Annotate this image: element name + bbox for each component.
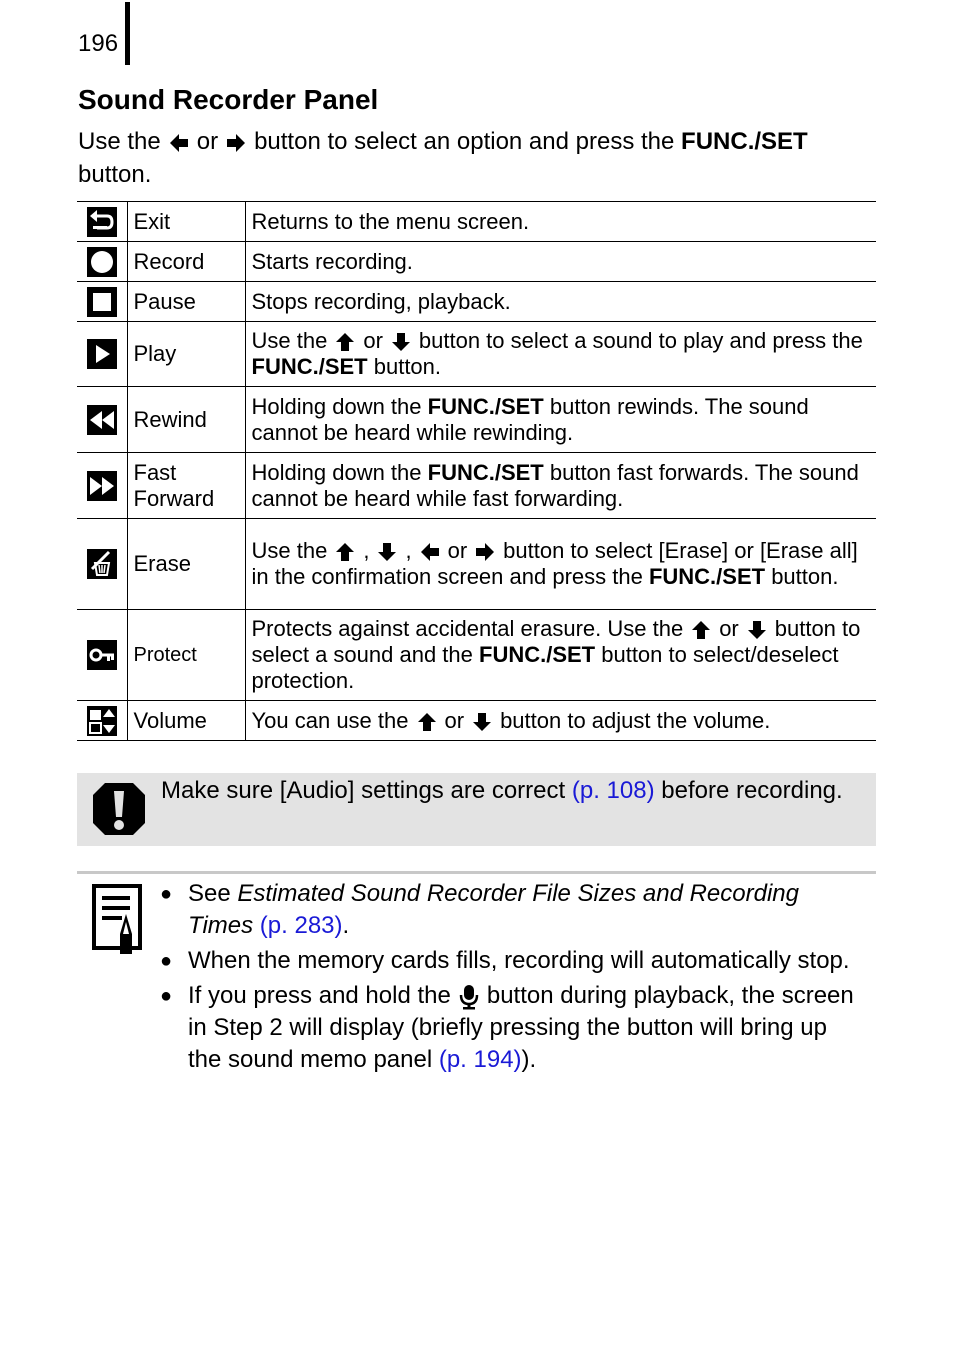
option-icon-cell [77,242,127,282]
link-p194[interactable]: (p. 194) [438,1046,522,1073]
option-icon-cell [77,282,127,322]
option-row [77,610,876,701]
option-name: Volume [127,701,245,741]
intro-text [78,125,878,191]
notes-list [160,878,860,1079]
play-icon [87,339,117,369]
protect-icon [87,640,117,670]
description-text: or [447,538,468,563]
option-description [245,701,876,741]
option-row [77,282,876,322]
fast-forward-icon [87,471,117,501]
description-text: Use the [251,538,328,563]
description-text: Use the [251,328,328,353]
right-arrow-icon [226,133,246,153]
microphone-icon [459,984,479,1010]
record-icon [87,247,117,277]
option-name: Fast Forward [127,453,245,519]
caution-text [161,775,861,807]
option-row [77,322,876,387]
option-icon-cell [77,387,127,453]
note-item [160,878,860,942]
note-3-prefix: If you press and hold the [188,982,451,1009]
option-description [245,282,876,322]
description-text: button to select [Erase] or [Erase all] in the confirmation screen and press the [251,538,858,589]
option-row [77,453,876,519]
option-icon-cell [77,453,127,519]
description-text: or [719,616,739,641]
note-1-title: Estimated Sound Recorder File Sizes and Recording Times [188,880,799,939]
option-row [77,242,876,282]
up-arrow-icon [335,332,355,352]
right-arrow-icon [475,542,495,562]
description-text: , [405,538,412,563]
note-1-end: . [342,912,350,939]
func-set-label: FUNC./SET [427,459,544,485]
note-2-text: When the memory cards fills, recording will automatically stop. [188,947,850,974]
rewind-icon [87,405,117,435]
down-arrow-icon [472,712,492,732]
link-p108[interactable]: (p. 108) [571,777,655,804]
caution-text-2: before recording. [654,777,843,804]
func-set-label: FUNC./SET [681,128,808,155]
memo-divider [77,871,876,874]
note-3-body: button during playback, the screen in Step 2 will display (briefly pressing the button will bring up the sound memo panel [188,982,854,1073]
volume-icon [87,706,117,736]
page-title: Sound Recorder Panel [78,84,379,115]
option-icon-cell [77,610,127,701]
option-row [77,387,876,453]
option-row [77,202,876,242]
down-arrow-icon [377,542,397,562]
option-icon-cell [77,202,127,242]
description-text: button to select a sound and the [251,616,861,667]
option-row [77,519,876,610]
func-set-label: FUNC./SET [427,393,544,419]
option-icon-cell [77,322,127,387]
page-number-bar [125,2,130,65]
erase-icon [87,549,117,579]
down-arrow-icon [747,620,767,640]
description-text: Stops recording, playback. [251,288,511,314]
description-text: button. [367,354,442,379]
option-description [245,610,876,701]
description-text: or [363,328,383,353]
description-text: button fast forwards. The sound cannot be heard while fast forwarding. [251,459,859,511]
func-set-label: FUNC./SET [648,564,766,589]
option-description [245,387,876,453]
description-text: Starts recording. [251,248,413,274]
func-set-label: FUNC./SET [251,354,368,379]
up-arrow-icon [335,542,355,562]
left-arrow-icon [169,133,189,153]
exit-icon [87,207,117,237]
down-arrow-icon [391,332,411,352]
option-description [245,322,876,387]
description-text: Protects against accidental erasure. Use the [251,616,684,641]
description-text: Holding down the [251,393,428,419]
description-text: Returns to the menu screen. [251,208,530,234]
left-arrow-icon [420,542,440,562]
option-row [77,701,876,741]
option-name: Pause [127,282,245,322]
pause-icon [87,287,117,317]
option-description [245,242,876,282]
option-name: Play [127,322,245,387]
option-name: Exit [127,202,245,242]
description-text: or [444,707,465,733]
option-name: Protect [127,610,245,701]
link-p283[interactable]: (p. 283) [259,912,343,939]
option-name: Record [127,242,245,282]
note-1-prefix: See [188,880,238,907]
option-description [245,453,876,519]
up-arrow-icon [417,712,437,732]
sound-recorder-options-table [77,201,876,741]
description-text: button to select/deselect protection. [251,642,839,693]
note-3-end: ). [521,1046,537,1073]
memo-icon [92,884,146,961]
option-description [245,202,876,242]
description-text: You can use the [251,707,409,733]
description-text: Holding down the [251,459,428,485]
intro-part3: button. [78,161,152,188]
note-item [160,945,860,977]
intro-part2: button to select an option and press the [254,128,675,155]
option-name: Erase [127,519,245,610]
description-text: button to adjust the volume. [500,707,771,733]
caution-box [77,773,876,846]
intro-or: or [196,128,219,155]
caution-icon [91,781,147,842]
intro-part1: Use the [78,128,161,155]
func-set-label: FUNC./SET [479,642,596,667]
up-arrow-icon [691,620,711,640]
description-text: , [363,538,370,563]
option-name: Rewind [127,387,245,453]
option-description [245,519,876,610]
option-icon-cell [77,519,127,610]
description-text: button rewinds. The sound cannot be heard while rewinding. [251,393,809,445]
note-item [160,980,860,1076]
caution-text-1: Make sure [Audio] settings are correct [161,777,572,804]
description-text: button. [765,564,839,589]
page-number: 196 [78,30,119,57]
description-text: button to select a sound to play and press the [418,328,863,353]
option-icon-cell [77,701,127,741]
